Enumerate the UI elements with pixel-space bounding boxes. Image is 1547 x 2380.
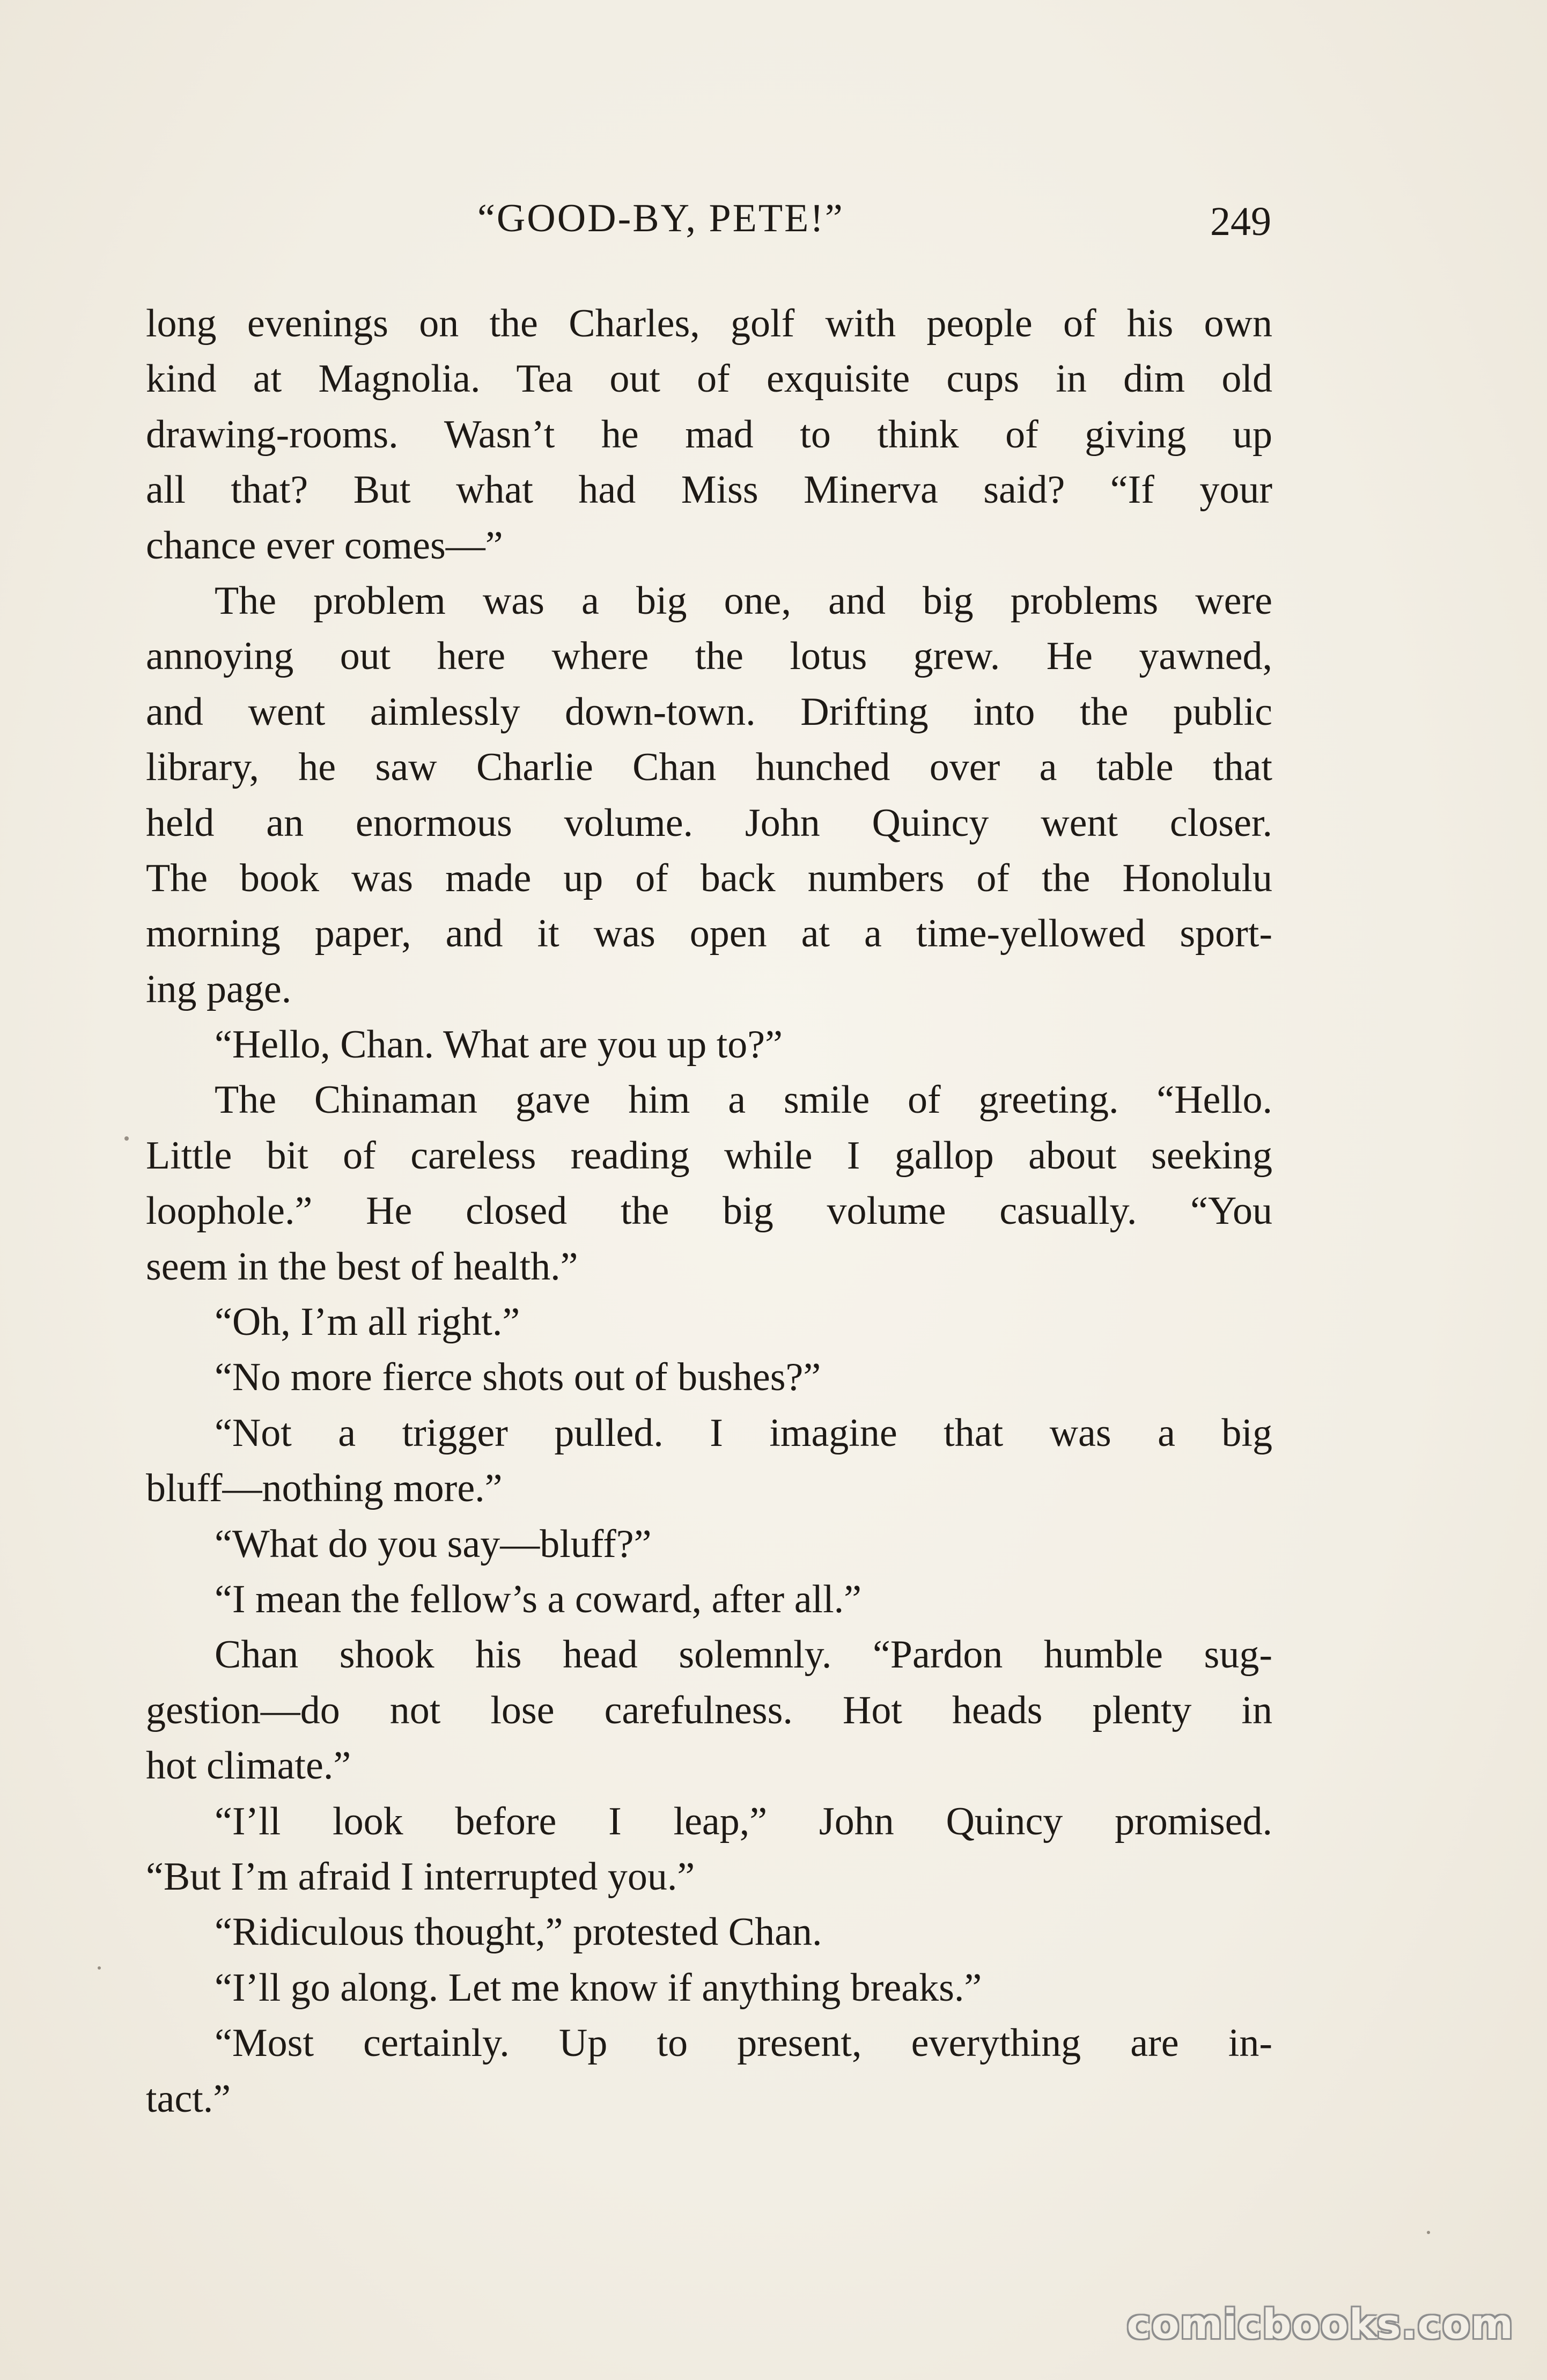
text-line: tact.” (146, 2076, 231, 2121)
paper-speck (1427, 2231, 1430, 2234)
text-line: ing page. (146, 967, 292, 1011)
text-line: The problem was a big one, and big problems were (215, 578, 1272, 623)
text-line: “No more fierce shots out of bushes?” (215, 1355, 821, 1400)
text-line: loophole.” He closed the big volume casually. “You (146, 1189, 1272, 1233)
text-line: “Hello, Chan. What are you up to?” (215, 1023, 783, 1067)
text-line: chance ever comes—” (146, 523, 503, 568)
paper-speck (124, 1136, 129, 1141)
body-text (146, 296, 1272, 2127)
text-line: “Not a trigger pulled. I imagine that was a big (215, 1411, 1272, 1455)
text-line: bluff—nothing more.” (146, 1466, 503, 1511)
text-line: “Most certainly. Up to present, everything are in- (215, 2021, 1272, 2066)
text-line: and went aimlessly down-town. Drifting into the public (146, 689, 1272, 734)
text-line: hot climate.” (146, 1744, 351, 1788)
text-line: gestion—do not lose carefulness. Hot heads plenty in (146, 1688, 1272, 1732)
text-line: “I’ll look before I leap,” John Quincy promised. (215, 1799, 1272, 1843)
site-watermark: comicbooks.com (1126, 2300, 1514, 2348)
text-line: “I mean the fellow’s a coward, after all.” (215, 1577, 862, 1621)
running-head (145, 189, 1271, 248)
paper-speck (98, 1966, 101, 1970)
text-line: Little bit of careless reading while I gallop about seeking (146, 1133, 1272, 1178)
text-line: annoying out here where the lotus grew. He yawned, (146, 634, 1272, 679)
text-line: all that? But what had Miss Minerva said? “If your (146, 468, 1272, 512)
text-line: kind at Magnolia. Tea out of exquisite cups in dim old (146, 357, 1272, 401)
text-line: Chan shook his head solemnly. “Pardon humble sug- (215, 1633, 1272, 1677)
text-line: drawing-rooms. Wasn’t he mad to think of giving up (146, 412, 1272, 457)
text-line: morning paper, and it was open at a time-yellowed sport- (146, 912, 1272, 956)
text-line: held an enormous volume. John Quincy went closer. (146, 800, 1272, 845)
chapter-running-title: “GOOD-BY, PETE!” (477, 196, 844, 240)
text-line: “I’ll go along. Let me know if anything breaks.” (215, 1965, 982, 2010)
text-line: “What do you say—bluff?” (215, 1522, 652, 1566)
text-line: long evenings on the Charles, golf with people of his own (146, 302, 1272, 346)
text-line: The book was made up of back numbers of the Honolulu (146, 856, 1272, 900)
text-line: “Oh, I’m all right.” (215, 1300, 520, 1345)
text-line: seem in the best of health.” (146, 1244, 578, 1289)
text-line: library, he saw Charlie Chan hunched over a table that (146, 745, 1272, 790)
page-number: 249 (1210, 199, 1271, 244)
text-line: “Ridiculous thought,” protested Chan. (215, 1910, 822, 1955)
text-line: “But I’m afraid I interrupted you.” (146, 1854, 695, 1899)
text-line: The Chinaman gave him a smile of greeting. “Hello. (215, 1078, 1272, 1122)
